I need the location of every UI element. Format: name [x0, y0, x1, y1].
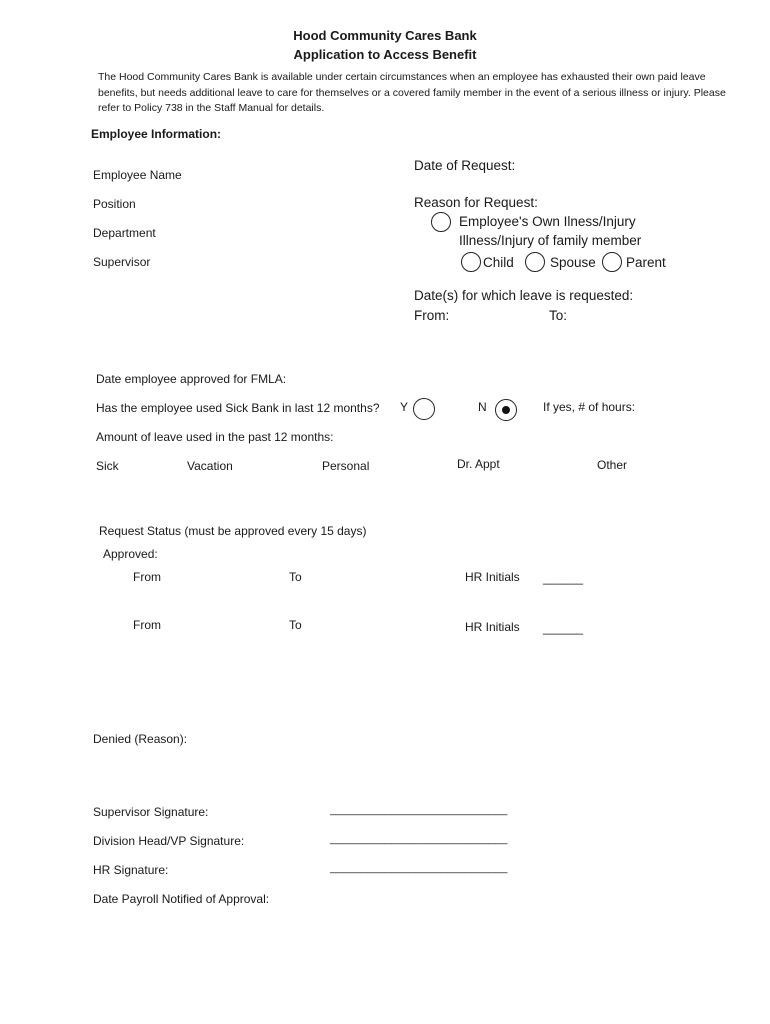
fmla-date-field[interactable]: Date employee approved for FMLA:	[96, 372, 287, 386]
yes-radio[interactable]	[413, 398, 435, 420]
approved-from-field[interactable]: From	[133, 570, 161, 584]
personal-leave-field[interactable]: Personal	[322, 459, 370, 473]
own-illness-radio[interactable]	[431, 212, 451, 232]
spouse-radio[interactable]	[525, 252, 545, 272]
leave-from-field[interactable]: From:	[414, 308, 450, 323]
denied-reason-field[interactable]: Denied (Reason):	[93, 732, 188, 746]
spouse-label: Spouse	[550, 255, 596, 270]
own-illness-label: Employee's Own Ilness/Injury	[459, 214, 636, 229]
family-illness-label: Illness/Injury of family member	[459, 233, 642, 248]
hr-signature-line[interactable]: _____________________________	[330, 862, 508, 874]
supervisor-signature-line[interactable]: _____________________________	[330, 804, 508, 816]
employee-name-field[interactable]: Employee Name	[93, 168, 182, 182]
employee-info-heading: Employee Information:	[91, 127, 222, 141]
dr-appt-field[interactable]: Dr. Appt	[457, 457, 500, 471]
supervisor-signature-label: Supervisor Signature:	[93, 805, 209, 819]
approved-to-field[interactable]: To	[289, 618, 302, 632]
sick-leave-field[interactable]: Sick	[96, 459, 119, 473]
form-title: Application to Access Benefit	[293, 47, 477, 62]
child-label: Child	[483, 255, 514, 270]
leave-to-field[interactable]: To:	[549, 308, 568, 323]
approved-to-field[interactable]: To	[289, 570, 302, 584]
supervisor-field[interactable]: Supervisor	[93, 255, 151, 269]
no-label: N	[478, 400, 487, 414]
other-leave-field[interactable]: Other	[597, 458, 628, 472]
hours-field[interactable]: If yes, # of hours:	[543, 400, 636, 414]
hr-initials-label: HR Initials	[465, 620, 520, 634]
no-radio[interactable]	[495, 399, 517, 421]
leave-amount-label: Amount of leave used in the past 12 months:	[96, 430, 334, 444]
payroll-notified-field[interactable]: Date Payroll Notified of Approval:	[93, 892, 270, 906]
position-field[interactable]: Position	[93, 197, 136, 211]
division-signature-line[interactable]: _____________________________	[330, 833, 508, 845]
child-radio[interactable]	[461, 252, 481, 272]
hr-signature-label: HR Signature:	[93, 863, 169, 877]
sick-bank-question: Has the employee used Sick Bank in last 12 months?	[96, 401, 380, 415]
no-radio-selected-dot	[502, 406, 510, 414]
vacation-leave-field[interactable]: Vacation	[187, 459, 233, 473]
reason-label: Reason for Request:	[414, 195, 538, 210]
leave-dates-label: Date(s) for which leave is requested:	[414, 288, 634, 303]
yes-label: Y	[400, 400, 409, 414]
parent-radio[interactable]	[602, 252, 622, 272]
hr-initials-line[interactable]: ______	[543, 621, 584, 635]
approved-from-field[interactable]: From	[133, 618, 161, 632]
date-of-request-field[interactable]: Date of Request:	[414, 158, 516, 173]
intro-text: The Hood Community Cares Bank is available under certain circumstances when an employee has exhausted their own paid leave benefits, but needs additional leave to care for themselves or a covered family member in the event of a serious illness or injury. Please refer to Policy 738 in the Staff Manual for details.	[98, 71, 726, 114]
hr-initials-line[interactable]: ______	[543, 571, 584, 585]
division-signature-label: Division Head/VP Signature:	[93, 834, 245, 848]
department-field[interactable]: Department	[93, 226, 156, 240]
approved-label: Approved:	[103, 547, 158, 561]
org-title: Hood Community Cares Bank	[293, 28, 477, 43]
hr-initials-label: HR Initials	[465, 570, 520, 584]
parent-label: Parent	[626, 255, 666, 270]
request-status-title: Request Status (must be approved every 15 days)	[99, 524, 367, 538]
